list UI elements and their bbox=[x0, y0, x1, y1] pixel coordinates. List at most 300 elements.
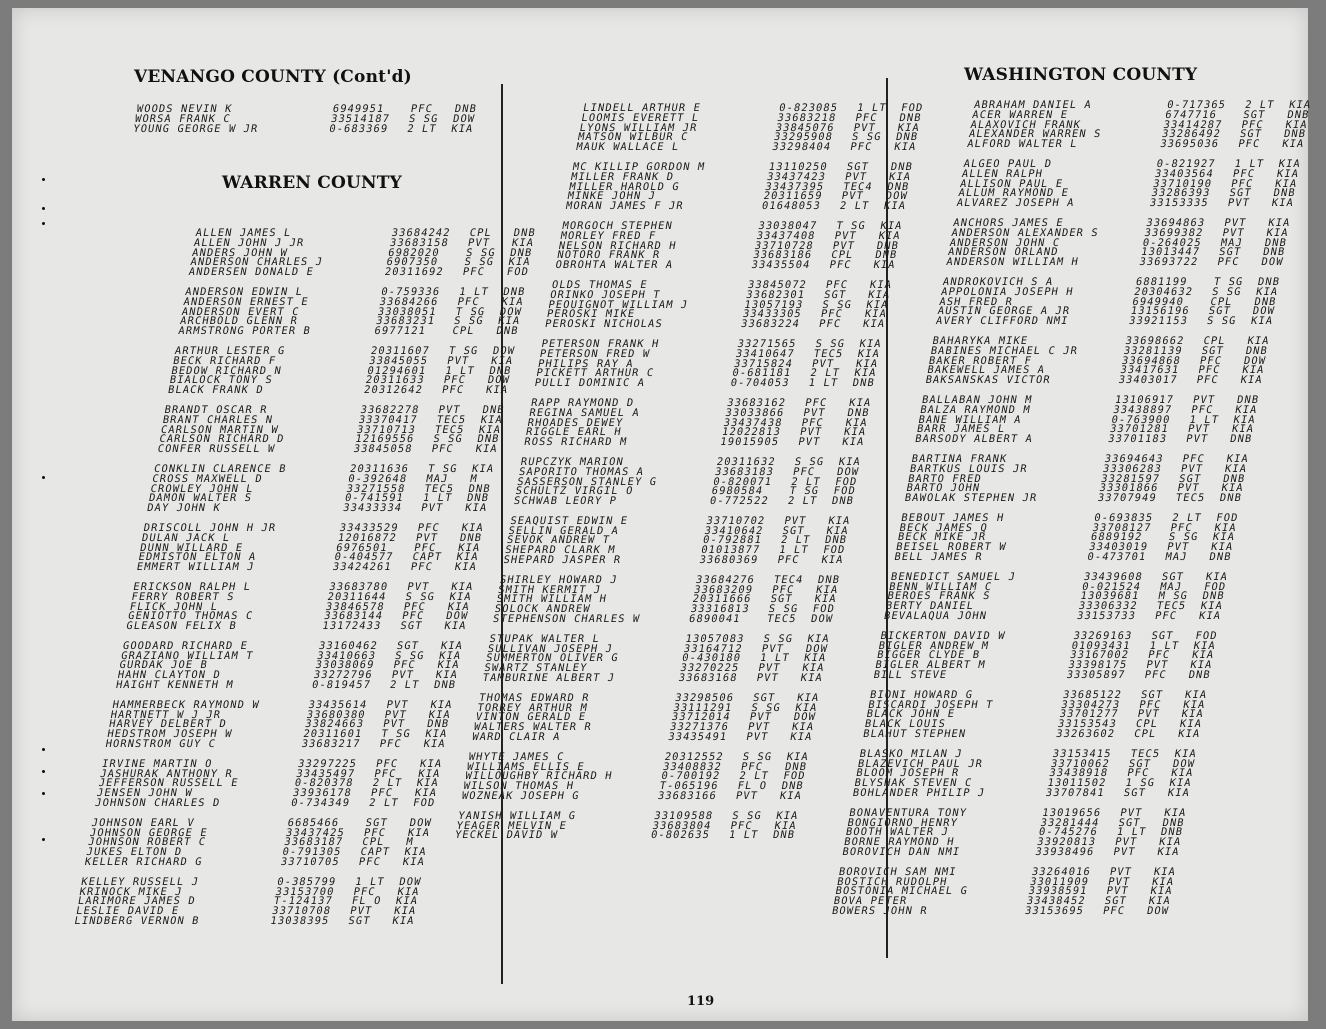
serial-number: 13038395 bbox=[269, 915, 331, 928]
serial-number: 33683187 bbox=[283, 836, 345, 849]
rank: TEC5 bbox=[1174, 492, 1207, 505]
serial-number: 33695036 bbox=[1159, 138, 1221, 151]
soldier-name: YANISH WILLIAM G bbox=[457, 809, 578, 822]
rank: PFC bbox=[828, 259, 853, 272]
serial-number: 13172433 bbox=[321, 620, 383, 633]
soldier-name: BOSTONIA MICHAEL G bbox=[834, 885, 969, 898]
soldier-name: ALLEN JOHN J JR bbox=[192, 236, 306, 249]
rank: PVT bbox=[798, 426, 824, 439]
soldier-name: BLASKO MILAN J bbox=[858, 747, 964, 760]
status-code: KIA bbox=[1232, 413, 1257, 426]
rank: PVT bbox=[748, 711, 773, 724]
status-code: DNB bbox=[1282, 128, 1308, 141]
rank: PFC bbox=[776, 554, 801, 567]
soldier-name: BABINES MICHAEL C JR bbox=[929, 344, 1079, 357]
status-code: M bbox=[469, 472, 479, 485]
soldier-name: WALTERS WALTER R bbox=[472, 721, 593, 734]
serial-number: 33438452 bbox=[1025, 895, 1087, 908]
rank: PFC bbox=[456, 295, 481, 308]
soldier-name: OLDS THOMAS E bbox=[550, 278, 649, 291]
status-code: KIA bbox=[789, 731, 814, 744]
serial-number: 33414287 bbox=[1162, 118, 1224, 131]
rank: PFC bbox=[771, 583, 796, 596]
soldier-name: BENEDICT SAMUEL J bbox=[889, 570, 1017, 583]
rank: PFC bbox=[413, 541, 438, 554]
status-code: DOW bbox=[809, 613, 835, 626]
entry-group bbox=[491, 573, 855, 626]
rank: 2 LT bbox=[388, 679, 421, 692]
entry-group bbox=[94, 757, 457, 810]
serial-number: 33514187 bbox=[329, 112, 391, 125]
soldier-name: WORSA FRANK C bbox=[133, 112, 232, 125]
status-code: DNB bbox=[1262, 246, 1287, 259]
soldier-name: VINTON GERALD E bbox=[474, 711, 588, 724]
soldier-name: RHOADES DEWEY bbox=[526, 416, 625, 429]
soldier-name: ALEXANDER WARREN S bbox=[967, 128, 1103, 141]
entry-group bbox=[146, 462, 509, 515]
serial-number: T-065196 bbox=[658, 780, 720, 793]
rank: PFC bbox=[1231, 167, 1257, 180]
entry-group bbox=[851, 747, 1212, 800]
rank: S SG bbox=[767, 603, 800, 616]
rank: T SG bbox=[788, 485, 821, 498]
soldier-name: SMITH WILLIAM H bbox=[495, 593, 608, 606]
soldier-name: LINDBERG VERNON B bbox=[73, 915, 201, 928]
serial-number: 0-802635 bbox=[649, 829, 711, 842]
soldier-name: ALVAREZ JOSEPH A bbox=[955, 197, 1076, 210]
serial-number: 33710190 bbox=[1152, 177, 1214, 190]
entry-group bbox=[575, 104, 938, 153]
soldier-name: TORREY ARTHUR M bbox=[476, 701, 589, 714]
soldier-name: SCHULTZ VIRGIL O bbox=[514, 485, 635, 498]
status-code: KIA bbox=[1255, 285, 1280, 298]
soldier-name: ASH FRED R bbox=[938, 295, 1015, 308]
soldier-name: LYONS WILLIAM JR bbox=[578, 121, 699, 134]
soldier-name: HARTNETT W J JR bbox=[109, 708, 223, 721]
status-code: KIA bbox=[417, 767, 442, 780]
rank: SGT bbox=[1160, 570, 1186, 583]
rank: PFC bbox=[854, 111, 879, 124]
soldier-name: BIGLER ALBERT M bbox=[874, 659, 987, 672]
rank: PFC bbox=[729, 819, 754, 832]
rank: CAPT bbox=[411, 551, 444, 564]
status-code: DNB bbox=[512, 227, 537, 239]
serial-number: 6949951 bbox=[331, 103, 386, 115]
serial-number: 33683224 bbox=[740, 318, 801, 331]
serial-number: 33712014 bbox=[670, 711, 732, 724]
soldier-name: RIGGLE EARL H bbox=[524, 426, 623, 439]
soldier-name: ORINKO JOSEPH T bbox=[549, 288, 662, 301]
soldier-name: PHILIPS RAY A bbox=[537, 357, 635, 370]
casualty-entry bbox=[862, 730, 1215, 740]
status-code: KIA bbox=[1199, 600, 1224, 613]
serial-number: 33439608 bbox=[1082, 570, 1144, 583]
status-code: KIA bbox=[1152, 865, 1178, 878]
serial-number: 20311632 bbox=[715, 455, 777, 468]
soldier-name: BOOTH WALTER J bbox=[844, 826, 950, 839]
status-code: DNB bbox=[1187, 669, 1212, 682]
binding-mark bbox=[42, 838, 45, 841]
soldier-name: SELLIN GERALD A bbox=[507, 524, 621, 537]
status-code: KIA bbox=[396, 885, 421, 898]
status-code: DNB bbox=[495, 325, 520, 338]
rank: S SG bbox=[463, 256, 496, 269]
serial-number: 0-021524 bbox=[1081, 580, 1143, 593]
soldier-name: JUKES ELTON D bbox=[85, 846, 184, 859]
soldier-name: GLEASON FELIX B bbox=[125, 620, 238, 633]
soldier-name: HARVEY DELBERT D bbox=[107, 718, 228, 731]
status-code: DNB bbox=[1256, 275, 1282, 288]
serial-number: 6980584 bbox=[710, 485, 765, 498]
serial-number: 33298506 bbox=[674, 691, 736, 704]
serial-number: 0-404577 bbox=[333, 551, 395, 564]
status-code: KIA bbox=[785, 750, 810, 763]
soldier-name: DAMON WALTER S bbox=[147, 492, 253, 505]
status-code: KIA bbox=[1180, 708, 1205, 721]
soldier-name: BECK MIKE JR bbox=[896, 531, 988, 544]
status-code: KIA bbox=[490, 354, 515, 367]
status-code: KIA bbox=[858, 337, 883, 350]
entry-group bbox=[512, 455, 876, 508]
serial-number: 33271565 bbox=[736, 337, 798, 350]
rank: S SG bbox=[741, 750, 774, 763]
serial-number: 33271558 bbox=[345, 482, 407, 495]
serial-number: 33683780 bbox=[328, 580, 390, 593]
status-code: KIA bbox=[1225, 452, 1250, 465]
status-code: FOD bbox=[834, 475, 859, 488]
soldier-name: HAMMERBECK RAYMOND W bbox=[111, 698, 261, 711]
serial-number: 33038069 bbox=[314, 659, 376, 672]
casualty-entry bbox=[830, 904, 1184, 917]
soldier-name: BANE WILLIAM A bbox=[917, 413, 1023, 426]
rank: PVT bbox=[437, 403, 462, 416]
rank: 2 LT bbox=[1244, 99, 1276, 111]
status-code: KIA bbox=[510, 236, 536, 249]
rank: T SG bbox=[454, 305, 487, 318]
soldier-name: GRAZIANO WILLIAM T bbox=[120, 649, 255, 662]
serial-number: 33683144 bbox=[323, 610, 385, 623]
soldier-name: BEROES FRANK S bbox=[886, 590, 992, 603]
soldier-name: HEDSTROM JOSEPH W bbox=[106, 728, 234, 741]
status-code: DNB bbox=[889, 160, 914, 173]
soldier-name: HORNSTROM GUY C bbox=[104, 738, 217, 751]
serial-number: 33306283 bbox=[1101, 462, 1163, 475]
rank: PFC bbox=[373, 767, 398, 780]
rank: PFC bbox=[1190, 403, 1215, 416]
status-code: DNB bbox=[875, 239, 901, 252]
soldier-name: BLAZEVICH PAUL JR bbox=[856, 757, 985, 770]
serial-number: 0-683369 bbox=[328, 122, 390, 135]
rank: PFC bbox=[818, 318, 843, 331]
casualty-entry bbox=[461, 792, 817, 802]
status-code: KIA bbox=[1213, 521, 1238, 534]
casualty-list bbox=[829, 101, 1326, 927]
rank: 2 LT bbox=[790, 475, 822, 488]
serial-number: 33846578 bbox=[324, 600, 386, 613]
soldier-name: ALLEN RALPH bbox=[960, 167, 1044, 180]
soldier-name: BARTKUS LOUIS JR bbox=[908, 462, 1029, 475]
status-code: DNB bbox=[846, 406, 871, 419]
serial-number: 6977121 bbox=[373, 325, 427, 338]
rank: MAJ bbox=[425, 472, 450, 485]
rank: 1 LT bbox=[856, 102, 888, 114]
soldier-name: WOODS NEVIN K bbox=[135, 103, 234, 115]
rank: PVT bbox=[760, 642, 785, 655]
casualty-entry bbox=[115, 681, 471, 691]
serial-number: 33685122 bbox=[1062, 688, 1124, 701]
status-code: KIA bbox=[865, 298, 890, 311]
casualty-entry bbox=[146, 504, 502, 514]
status-code: KIA bbox=[443, 620, 468, 633]
rank: PFC bbox=[739, 760, 765, 773]
status-code: KIA bbox=[813, 593, 838, 606]
rank: SGT bbox=[1242, 108, 1267, 121]
serial-number: 33437423 bbox=[765, 170, 827, 183]
status-code: KIA bbox=[790, 721, 816, 734]
status-code: DNB bbox=[453, 103, 478, 115]
soldier-name: ALAXOVICH FRANK bbox=[969, 118, 1083, 131]
status-code: KIA bbox=[450, 580, 475, 593]
soldier-name: BONGIORNO HENRY bbox=[846, 816, 959, 829]
serial-number: 20311692 bbox=[383, 266, 445, 279]
rank: S SG bbox=[432, 433, 464, 446]
soldier-name: ANDROKOVICH S A bbox=[941, 275, 1055, 288]
status-code: DNB bbox=[1222, 472, 1247, 485]
soldier-name: HAIGHT KENNETH M bbox=[114, 679, 235, 692]
serial-number: 33295908 bbox=[772, 131, 834, 144]
status-code: KIA bbox=[893, 141, 918, 154]
rank: PFC bbox=[1138, 698, 1163, 711]
serial-number: 0-745276 bbox=[1037, 826, 1099, 839]
rank: TEC4 bbox=[772, 573, 805, 586]
soldier-name: LOOMIS EVERETT L bbox=[580, 111, 701, 124]
soldier-name: WILLIAMS ELLIS E bbox=[465, 760, 586, 773]
rank: PFC bbox=[402, 600, 427, 613]
casualty-entry bbox=[177, 327, 533, 337]
status-code: KIA bbox=[799, 672, 824, 685]
soldier-name: BOROVICH DAN NMI bbox=[841, 846, 962, 858]
status-code: KIA bbox=[1197, 610, 1223, 623]
rank: PVT bbox=[840, 190, 865, 203]
rank: FL O bbox=[736, 780, 769, 793]
status-code: KIA bbox=[844, 416, 869, 429]
status-code: KIA bbox=[801, 662, 826, 675]
serial-number: 33403564 bbox=[1153, 167, 1215, 180]
serial-number: 12016872 bbox=[336, 531, 398, 544]
soldier-name: ANDERSON EDWIN L bbox=[184, 285, 305, 298]
serial-number: 0-772522 bbox=[708, 495, 770, 508]
serial-number: 0-264025 bbox=[1141, 236, 1203, 249]
soldier-name: BIALOCK TONY S bbox=[168, 374, 274, 387]
casualty-entry bbox=[914, 435, 1267, 445]
rank: PVT bbox=[757, 662, 782, 675]
status-code: KIA bbox=[484, 384, 510, 397]
status-code: DOW bbox=[398, 875, 423, 888]
status-code: KIA bbox=[796, 691, 821, 704]
status-code: KIA bbox=[446, 600, 471, 613]
status-code: KIA bbox=[1270, 197, 1295, 210]
serial-number: 33710708 bbox=[271, 905, 333, 918]
entry-group bbox=[554, 219, 917, 272]
status-code: KIA bbox=[460, 521, 485, 534]
rank: PFC bbox=[357, 856, 382, 869]
rank: S SG bbox=[850, 131, 883, 144]
serial-number: 33033866 bbox=[724, 406, 786, 419]
rank: PVT bbox=[755, 672, 780, 685]
status-code: KIA bbox=[1182, 698, 1207, 711]
soldier-name: BALZA RAYMOND M bbox=[919, 403, 1032, 416]
soldier-name: BECK JAMES Q bbox=[898, 521, 989, 534]
serial-number: 33694863 bbox=[1145, 216, 1207, 229]
soldier-name: JOHNSON GEORGE E bbox=[88, 826, 209, 839]
casualty-entry bbox=[956, 199, 1309, 209]
rank: PFC bbox=[430, 443, 455, 456]
soldier-name: DAY JOHN K bbox=[146, 502, 222, 515]
soldier-name: SOLOCK ANDREW bbox=[493, 603, 592, 616]
status-code: KIA bbox=[842, 426, 868, 439]
rank: T SG bbox=[447, 344, 480, 357]
serial-number: 33680380 bbox=[305, 708, 367, 721]
status-code: KIA bbox=[474, 443, 499, 456]
entry-group bbox=[924, 334, 1285, 387]
serial-number: 33710713 bbox=[355, 423, 417, 436]
serial-number: 33683209 bbox=[693, 583, 755, 596]
soldier-name: APPOLONIA JOSEPH H bbox=[940, 285, 1075, 298]
rank: SGT bbox=[1207, 305, 1232, 318]
serial-number: 33936178 bbox=[291, 787, 353, 800]
heading-warren-county: WARREN COUNTY bbox=[222, 173, 402, 193]
rank: PVT bbox=[383, 708, 408, 721]
rank: SGT bbox=[399, 620, 424, 633]
serial-number: 20312642 bbox=[362, 384, 424, 397]
serial-number: 0-392648 bbox=[347, 472, 409, 485]
serial-number: 33038047 bbox=[757, 219, 819, 232]
status-code: KIA bbox=[806, 632, 831, 645]
rank: S SG bbox=[1205, 315, 1238, 328]
status-code: DNB bbox=[1253, 295, 1278, 308]
status-code: FOD bbox=[822, 544, 847, 557]
serial-number: 6889192 bbox=[1089, 531, 1144, 544]
rank: PFC bbox=[416, 521, 441, 534]
status-code: KIA bbox=[887, 170, 913, 183]
soldier-name: JOHNSON ROBERT C bbox=[87, 836, 207, 849]
soldier-name: PEROSKI NICHOLAS bbox=[544, 318, 664, 331]
serial-number: 33680369 bbox=[698, 554, 760, 567]
entry-group bbox=[502, 514, 865, 567]
soldier-name: CROSS MAXWELL D bbox=[151, 472, 264, 485]
status-code: KIA bbox=[429, 698, 454, 711]
soldier-name: DULAN JACK L bbox=[140, 531, 232, 544]
serial-number: 33304273 bbox=[1060, 698, 1122, 711]
soldier-name: ANDERSON JOHN C bbox=[948, 236, 1062, 249]
soldier-name: ANDERSON WILLIAM H bbox=[945, 256, 1080, 269]
status-code: KIA bbox=[820, 554, 845, 567]
soldier-name: KELLEY RUSSELL J bbox=[80, 875, 201, 888]
status-code: KIA bbox=[1149, 885, 1174, 898]
rank: TEC4 bbox=[842, 180, 874, 193]
status-code: KIA bbox=[406, 826, 432, 839]
rank: PVT bbox=[1108, 865, 1134, 878]
serial-number: 33707949 bbox=[1096, 492, 1158, 505]
soldier-name: STEPHENSON CHARLES W bbox=[491, 613, 642, 626]
soldier-name: BILL STEVE bbox=[872, 669, 949, 682]
status-code: KIA bbox=[455, 551, 480, 564]
soldier-name: REGINA SAMUEL A bbox=[528, 406, 641, 419]
serial-number: 0-385799 bbox=[276, 875, 338, 888]
serial-number: 33263602 bbox=[1055, 728, 1117, 741]
soldier-name: ANDERSON ORLAND bbox=[947, 246, 1060, 259]
serial-number: 33684242 bbox=[390, 227, 452, 239]
soldier-name: YEAGER MELVIN E bbox=[455, 819, 569, 832]
soldier-name: ARTHUR LESTER G bbox=[173, 344, 287, 357]
rank: 1 LT bbox=[354, 875, 386, 888]
serial-number: 13011502 bbox=[1046, 777, 1108, 790]
rank: PVT bbox=[1145, 659, 1170, 672]
entry-group bbox=[862, 688, 1222, 741]
status-code: KIA bbox=[1211, 531, 1236, 544]
soldier-name: BARR JAMES L bbox=[915, 423, 1007, 436]
casualty-list bbox=[131, 105, 492, 144]
status-code: DNB bbox=[476, 433, 501, 446]
rank: PFC bbox=[1143, 669, 1168, 682]
rank: T SG bbox=[1212, 275, 1245, 288]
status-code: KIA bbox=[1230, 423, 1256, 436]
casualty-entry bbox=[167, 386, 523, 396]
soldier-name: JOHNSON CHARLES D bbox=[94, 797, 222, 810]
serial-number: 33433305 bbox=[741, 308, 803, 321]
binding-mark bbox=[42, 748, 45, 751]
soldier-name: RUPCZYK MARION bbox=[519, 455, 625, 468]
serial-number: 33701281 bbox=[1108, 423, 1170, 436]
soldier-name: SASSERSON STANLEY G bbox=[516, 475, 659, 488]
rank: SGT bbox=[1178, 472, 1203, 485]
serial-number: 33410642 bbox=[703, 524, 765, 537]
rank: PVT bbox=[406, 580, 431, 593]
rank: PVT bbox=[1226, 197, 1251, 210]
soldier-name: BOHLANDER PHILIP J bbox=[851, 787, 987, 800]
entry-group bbox=[914, 393, 1274, 446]
casualty-entry bbox=[904, 494, 1257, 504]
serial-number: 33417631 bbox=[1119, 364, 1181, 377]
soldier-name: ANDERSON CHARLES J bbox=[189, 256, 324, 269]
rank: CPL bbox=[1202, 334, 1227, 347]
serial-number: 33410663 bbox=[316, 649, 378, 662]
rank: 1 SG bbox=[1124, 777, 1157, 790]
soldier-name: THOMAS EDWARD R bbox=[478, 691, 591, 704]
rank: PVT bbox=[746, 721, 772, 734]
soldier-name: GOODARD RICHARD E bbox=[121, 639, 249, 652]
status-code: KIA bbox=[863, 308, 888, 321]
status-code: KIA bbox=[773, 819, 798, 832]
soldier-name: JASHURAK ANTHONY R bbox=[99, 767, 234, 780]
serial-number: 33683183 bbox=[713, 465, 775, 478]
soldier-name: BARTO FRED bbox=[907, 472, 983, 485]
serial-number: 33435497 bbox=[295, 767, 357, 780]
rank: PFC bbox=[1240, 118, 1265, 131]
status-code: FOD bbox=[1194, 629, 1219, 642]
serial-number: 20311633 bbox=[364, 374, 426, 387]
rank: S SG bbox=[762, 632, 795, 645]
status-code: DNB bbox=[771, 829, 797, 842]
rank: PVT bbox=[1223, 216, 1248, 229]
status-code: KIA bbox=[422, 738, 447, 751]
casualty-entry bbox=[925, 376, 1278, 386]
status-code: KIA bbox=[1241, 364, 1266, 377]
status-code: KIA bbox=[1220, 482, 1245, 495]
soldier-name: GENIOTTO THOMAS C bbox=[127, 610, 255, 623]
serial-number: 33038051 bbox=[376, 305, 438, 318]
serial-number: 0-734349 bbox=[290, 797, 352, 810]
